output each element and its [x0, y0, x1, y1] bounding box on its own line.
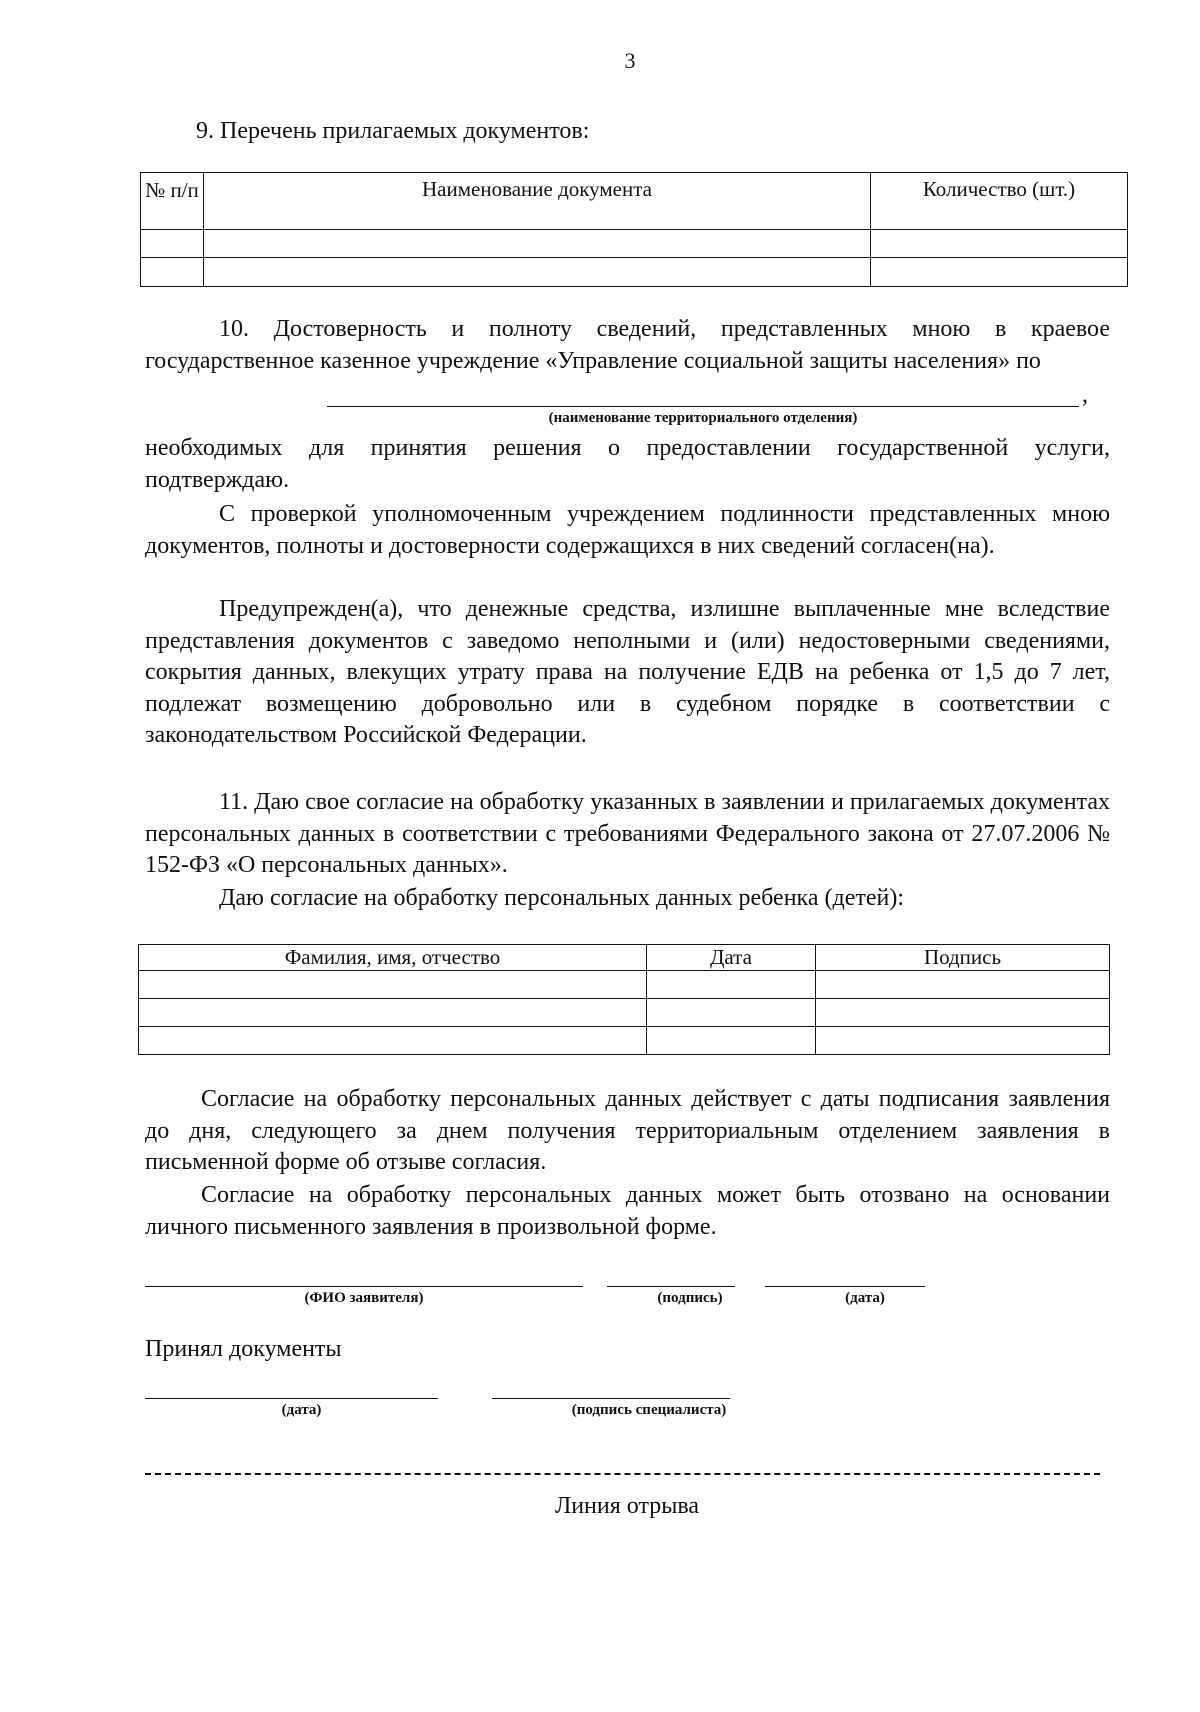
table-header-row — [141, 173, 1128, 230]
tear-dashed-line — [145, 1473, 1100, 1475]
table-cell — [871, 230, 1128, 258]
refund-warning: Предупрежден(а), что денежные средства, излишне выплаченные мне вследствие представления документов с заведомо неполными и (или) недостоверными сведениями, сокрытия данных, влекущих утрату права на получение ЕДВ на ребенка от 1,5 до 7 лет, подлежат возмещению добровольно или в судебном порядке в соответствии с законодательством Российской Федерации. — [145, 596, 1110, 748]
table-cell — [816, 999, 1110, 1027]
table-cell — [204, 258, 871, 287]
section-10-paragraph — [145, 314, 1110, 377]
territorial-office-line — [327, 406, 1079, 407]
table-cell — [139, 971, 647, 999]
applicant-fio-line — [145, 1286, 583, 1287]
children-table — [138, 944, 1110, 1055]
specialist-signature-line — [492, 1398, 730, 1399]
table-cell — [141, 258, 204, 287]
table-row — [139, 999, 1110, 1027]
table-cell — [816, 1027, 1110, 1055]
table-cell — [647, 999, 816, 1027]
header-number: № п/п — [141, 173, 204, 230]
header-date: Дата — [647, 945, 816, 971]
table-row — [141, 230, 1128, 258]
applicant-signature-caption: (подпись) — [657, 1290, 723, 1306]
header-signature: Подпись — [816, 945, 1110, 971]
header-quantity: Количество (шт.) — [871, 173, 1128, 230]
child-data-consent: Даю согласие на обработку персональных данных ребенка (детей): — [219, 885, 904, 911]
applicant-date-caption: (дата) — [845, 1290, 885, 1306]
accepted-documents-title: Принял документы — [145, 1336, 342, 1362]
personal-data-consent: 11. Даю свое согласие на обработку указанных в заявлении и прилагаемых документах персональных данных в соответствии с требованиями Федерального закона от 27.07.2006 № 152-ФЗ «О персональных данных». — [145, 789, 1110, 878]
table-cell — [139, 1027, 647, 1055]
table-cell — [141, 230, 204, 258]
table-cell — [139, 999, 647, 1027]
section-10-line1: 10. Достоверность и полноту сведений, представленных мною в краевое государственное казенное учреждение «Управление социальной защиты населения» по — [145, 316, 1110, 374]
comma: , — [1082, 382, 1088, 408]
applicant-date-line — [765, 1286, 925, 1287]
applicant-signature-line — [607, 1286, 735, 1287]
consent-revocation: Согласие на обработку персональных данных может быть отозвано на основании личного письменного заявления в произвольной форме. — [145, 1182, 1110, 1240]
header-document-name: Наименование документа — [204, 173, 871, 230]
table-cell — [647, 971, 816, 999]
accepted-date-caption: (дата) — [281, 1402, 322, 1418]
tear-line-label: Линия отрыва — [554, 1493, 700, 1519]
header-fio: Фамилия, имя, отчество — [139, 945, 647, 971]
section-9-title: 9. Перечень прилагаемых документов: — [196, 118, 590, 144]
table-header-row — [139, 945, 1110, 971]
table-cell — [204, 230, 871, 258]
applicant-fio-caption: (ФИО заявителя) — [304, 1290, 424, 1306]
table-row — [139, 971, 1110, 999]
section-10-line2: необходимых для принятия решения о предоставлении государственной услуги, подтверждаю. — [145, 435, 1110, 493]
table-cell — [871, 258, 1128, 287]
accepted-date-line — [145, 1398, 438, 1399]
table-row — [139, 1027, 1110, 1055]
page-number: 3 — [624, 48, 636, 73]
table-row — [141, 258, 1128, 287]
territorial-office-caption: (наименование территориального отделения) — [548, 410, 858, 426]
table-cell — [647, 1027, 816, 1055]
table-cell — [816, 971, 1110, 999]
specialist-signature-caption: (подпись специалиста) — [571, 1402, 727, 1418]
documents-table — [140, 172, 1128, 287]
verification-consent: С проверкой уполномоченным учреждением подлинности представленных мною документов, полноты и достоверности содержащихся в них сведений согласен(на). — [145, 501, 1110, 559]
consent-validity: Согласие на обработку персональных данных действует с даты подписания заявления до дня, следующего за днем получения территориальным отделением заявления в письменной форме об отзыве согласия. — [145, 1086, 1110, 1175]
